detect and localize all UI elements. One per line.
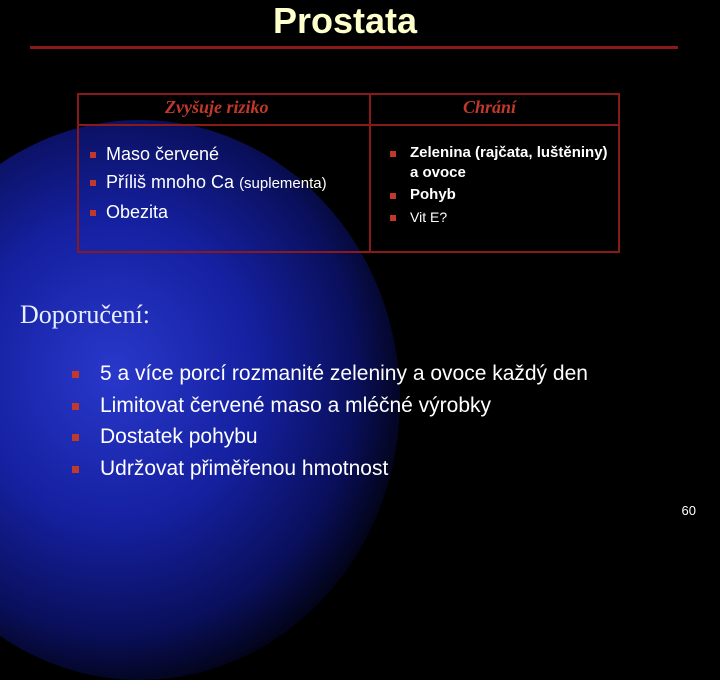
square-bullet-icon — [72, 371, 79, 378]
title-underline — [30, 46, 678, 49]
square-bullet-icon — [90, 152, 96, 158]
list-item — [390, 185, 610, 205]
list-item — [90, 168, 327, 198]
recommendation-text: Limitovat červené maso a mléčné výrobky — [100, 393, 491, 417]
recommendation-text: Dostatek pohybu — [100, 425, 258, 448]
square-bullet-icon — [72, 466, 79, 473]
recommendation-text: 5 a více porcí rozmanité zeleniny a ovoce každý den — [100, 362, 588, 385]
square-bullet-icon — [72, 403, 79, 410]
list-item — [72, 453, 588, 485]
square-bullet-icon — [390, 215, 396, 221]
recommendations-list — [72, 358, 588, 484]
square-bullet-icon — [72, 434, 79, 441]
slide-title: Prostata — [272, 0, 418, 41]
square-bullet-icon — [90, 210, 96, 216]
square-bullet-icon — [390, 151, 396, 157]
risk-item-note: (suplementa) — [239, 175, 327, 192]
list-item — [72, 358, 588, 390]
table-column-divider — [369, 93, 371, 253]
square-bullet-icon — [390, 193, 396, 199]
protect-list — [390, 143, 610, 229]
list-item — [72, 421, 588, 453]
list-item — [390, 143, 610, 183]
protect-item-text: Zelenina (rajčata, luštěniny) a ovoce — [410, 144, 608, 181]
list-item — [90, 198, 327, 226]
list-item — [72, 390, 588, 422]
recommendations-heading: Doporučení: — [20, 300, 150, 329]
protect-item-text: Pohyb — [410, 186, 456, 203]
risk-column-header: Zvyšuje riziko — [165, 97, 269, 117]
protect-item-text: Vit E? — [410, 209, 448, 225]
risk-item-text: Maso červené — [106, 144, 220, 164]
square-bullet-icon — [90, 180, 96, 186]
risk-list — [90, 140, 327, 226]
table-header-rule — [77, 124, 620, 126]
list-item — [90, 140, 327, 168]
page-number: 60 — [681, 503, 696, 518]
risk-item-text: Příliš mnoho Ca — [106, 172, 240, 192]
list-item — [390, 207, 610, 227]
recommendation-text: Udržovat přiměřenou hmotnost — [100, 456, 389, 480]
risk-item-text: Obezita — [106, 202, 169, 222]
protect-column-header: Chrání — [463, 97, 517, 117]
